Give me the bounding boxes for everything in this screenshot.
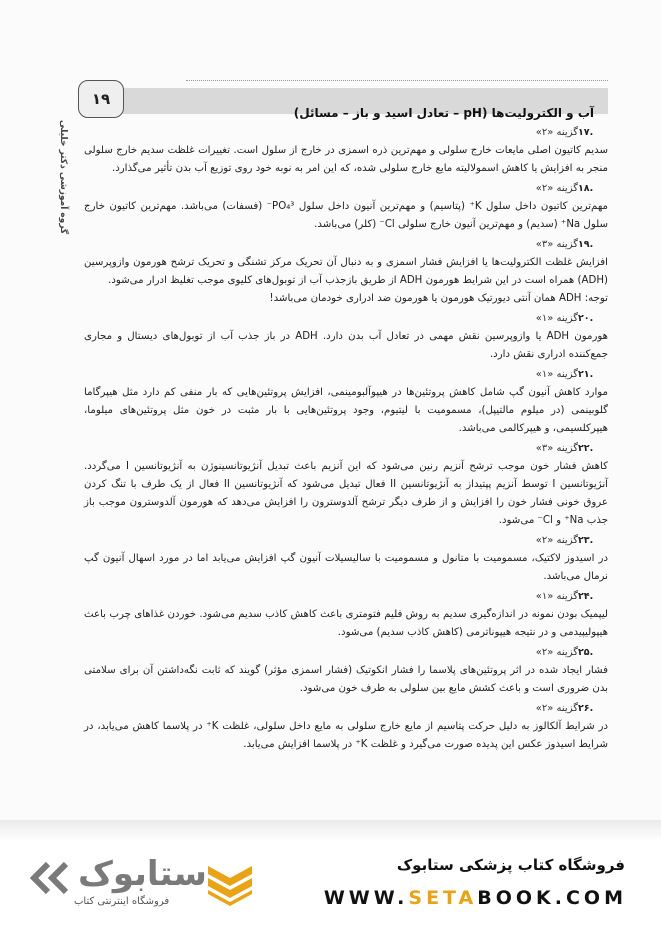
answer-option: گزینه «۲»	[535, 127, 578, 138]
page-header	[78, 74, 608, 120]
question-number: ۱۷.	[578, 127, 594, 138]
answer-item	[84, 236, 608, 308]
answer-explanation: در اسیدوز لاکتیک، مسمومیت با متانول و مسمومیت با سالیسیلات آنیون گپ افزایش می‌یابد اما در مورد اسهال آنیون گپ نرمال می‌باشد.	[84, 553, 608, 582]
answer-head	[84, 440, 608, 458]
url-prefix: WWW.	[323, 887, 409, 909]
answer-explanation: موارد کاهش آنیون گپ شامل کاهش پروتئین‌ها در هیپوآلبومینمی، افزایش پروتئین‌هایی که بار منفی کم دارد مثل هیپرگاما گلوبینمی (در میلوم مالتیپل)، مسمومیت با لیتیوم، وجود پروتئین‌هایی با بار مثبت در خون مثل پروتئین‌های میلوما، هیپرکلسیمی، و هیپرکالمی می‌باشد.	[84, 387, 608, 434]
answer-item	[84, 124, 608, 178]
question-number: ۲۰.	[578, 313, 594, 324]
question-number: ۱۹.	[578, 239, 594, 250]
answer-option: گزینه «۱»	[535, 369, 578, 380]
footer	[0, 840, 661, 925]
footer-shade	[0, 820, 661, 842]
answer-explanation: مهم‌ترین کاتیون داخل سلول K⁺ (پتاسیم) و مهم‌ترین آنیون داخل سلول PO₄³⁻ (فسفات) می‌باشد. مهم‌ترین کاتیون خارج سلول Na⁺ (سدیم) و مهم‌ترین آنیون خارج سلولی Cl⁻ (کلر) می‌باشد.	[84, 201, 608, 230]
answer-item	[84, 532, 608, 586]
book-icon	[206, 860, 254, 906]
answer-option: گزینه «۲»	[535, 535, 578, 546]
answer-option: گزینه «۲»	[535, 647, 578, 658]
shop-name: فروشگاه کتاب پزشکی ستابوک	[396, 856, 625, 874]
answer-item	[84, 588, 608, 642]
answer-option: گزینه «۲»	[535, 703, 578, 714]
answer-option: گزینه «۳»	[535, 239, 578, 250]
answer-head	[84, 180, 608, 198]
question-number: ۲۱.	[578, 369, 594, 380]
question-number: ۲۳.	[578, 535, 594, 546]
header-bar	[108, 88, 608, 120]
answer-item	[84, 440, 608, 530]
answer-item	[84, 700, 608, 754]
answer-explanation: در شرایط آلکالوز به دلیل حرکت پتاسیم از مایع خارج سلولی به مایع داخل سلولی، غلظت K⁺ در پلاسما کاهش می‌یابد، در شرایط اسیدوز عکس این پدیده صورت می‌گیرد و غلظت K⁺ در پلاسما افزایش می‌یابد.	[84, 721, 608, 750]
answer-option: گزینه «۳»	[535, 443, 578, 454]
answer-item	[84, 180, 608, 234]
answers-content	[84, 124, 608, 756]
logo-subtitle: فروشگاه اینترنتی کتاب	[74, 896, 170, 907]
answer-option: گزینه «۱»	[535, 591, 578, 602]
answer-head	[84, 700, 608, 718]
question-number: ۲۲.	[578, 443, 594, 454]
side-brand	[50, 119, 76, 235]
shop-url[interactable]	[324, 887, 627, 909]
url-suffix: .COM	[554, 887, 627, 909]
question-number: ۲۶.	[578, 703, 594, 714]
question-number: ۱۸.	[578, 183, 594, 194]
answer-explanation: افزایش غلظت الکترولیت‌ها یا افزایش فشار اسمزی و به دنبال آن تحریک مرکز تشنگی و تحریک ترشح هورمون وازوپرسین (ADH) همراه است در این شرایط هورمون ADH از طریق بازجذب آب از توبول‌های کلیوی موجب تغلیظ ادرار می‌شود.	[84, 257, 608, 286]
answer-head	[84, 236, 608, 254]
side-brand-text: گروه آموزشی دکتر خلیلی	[58, 119, 69, 235]
question-number: ۲۵.	[578, 647, 594, 658]
chapter-title: آب و الکترولیت‌ها (pH – تعادل اسید و باز – مسائل)	[293, 106, 594, 120]
answer-item	[84, 310, 608, 364]
page-number: ۱۹	[78, 80, 124, 118]
header-rule	[186, 80, 608, 81]
answer-head	[84, 532, 608, 550]
question-number: ۲۴.	[578, 591, 594, 602]
answer-explanation: فشار ایجاد شده در اثر پروتئین‌های پلاسما را فشار انکوتیک (فشار اسمزی مؤثر) گویند که ثابت نگه‌داشتن آن برای سلامتی بدن ضروری است و باعث کشش مایع بین سلولی به طرف خون می‌شود.	[84, 665, 608, 694]
setabook-logo	[18, 850, 258, 916]
chevrons-icon	[28, 860, 76, 896]
answer-option: گزینه «۱»	[535, 313, 578, 324]
answer-head	[84, 366, 608, 384]
answer-explanation: لیپمیک بودن نمونه در اندازه‌گیری سدیم به روش فلیم فتومتری باعث کاهش کاذب سدیم می‌شود. خوردن غذاهای چرب باعث هیپولیپیدمی و در نتیجه هیپوناترمی (کاهش کاذب سدیم) می‌شود.	[84, 609, 608, 638]
url-book: BOOK	[477, 887, 555, 909]
answer-note: توجه: ADH همان آنتی دیورتیک هورمون یا هورمون ضد ادراری خودمان می‌باشد!	[269, 293, 608, 304]
answer-head	[84, 310, 608, 328]
answer-head	[84, 644, 608, 662]
answer-explanation: سدیم کاتیون اصلی مایعات خارج سلولی و مهم‌ترین ذره اسمزی در خارج از سلول است. تغییرات غلظت سدیم خارج سلولی منجر به افزایش یا کاهش اسمولالیته مایع خارج سلولی شده، که این امر به نوبه خود روی توزیع آب بدن تأثیر می‌گذارد.	[84, 145, 608, 174]
answer-option: گزینه «۲»	[535, 183, 578, 194]
answer-item	[84, 644, 608, 698]
answer-item	[84, 366, 608, 438]
answer-explanation: هورمون ADH یا وازوپرسین نقش مهمی در تعادل آب بدن دارد. ADH در باز جذب آب از توبول‌های دیستال و مجاری جمع‌کننده ادراری نقش دارد.	[84, 331, 609, 360]
answer-head	[84, 588, 608, 606]
answer-head	[84, 124, 608, 142]
url-seta: SETA	[408, 887, 478, 909]
answer-explanation: کاهش فشار خون موجب ترشح آنزیم رنین می‌شود که این آنزیم باعث تبدیل آنژیوتانسینوژن به آنژیوتانسین I می‌گردد. آنژیوتانسین I توسط آنزیم پپتیداز به آنژیوتانسین II فعال تبدیل می‌شود که آنژیوتانسین II فعال از یک طرف با تنگ کردن عروق خونی فشار خون را افزایش و از طرف دیگر ترشح آلدوسترون را افزایش می‌دهد که هورمون آلدوسترون موجب باز جذب Na⁺ و Cl⁻ می‌شود.	[84, 461, 608, 526]
logo-word: ستابوک	[78, 854, 207, 894]
